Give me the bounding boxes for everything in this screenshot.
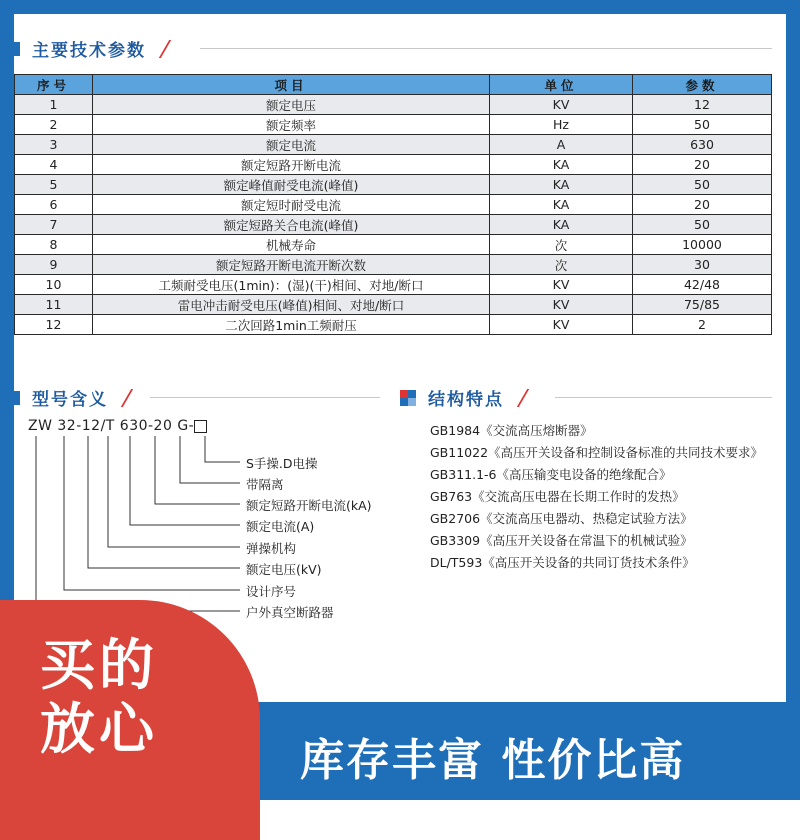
cell-unit: KV	[490, 315, 633, 335]
struct-list	[430, 420, 763, 574]
cell-item: 额定频率	[93, 115, 490, 135]
cell-unit: KA	[490, 215, 633, 235]
header-item: 项目	[93, 75, 490, 95]
cell-unit: KV	[490, 275, 633, 295]
tree-line-7	[64, 436, 240, 590]
cell-index: 12	[15, 315, 93, 335]
list-item: GB3309《高压开关设备在常温下的机械试验》	[430, 533, 693, 548]
badge-line-1: 买的	[40, 633, 159, 697]
struct-section-header	[400, 385, 524, 410]
cell-index: 3	[15, 135, 93, 155]
cell-index: 11	[15, 295, 93, 315]
cell-index: 6	[15, 195, 93, 215]
cell-item: 二次回路1min工频耐压	[93, 315, 490, 335]
cell-unit: 次	[490, 235, 633, 255]
cell-item: 额定短路关合电流(峰值)	[93, 215, 490, 235]
model-label: 额定电流(A)	[246, 519, 315, 534]
tree-line-5	[108, 436, 240, 547]
cell-value: 50	[633, 115, 772, 135]
cell-unit: A	[490, 135, 633, 155]
cell-value: 30	[633, 255, 772, 275]
cell-unit: KA	[490, 175, 633, 195]
cell-value: 10000	[633, 235, 772, 255]
cell-item: 额定电压	[93, 95, 490, 115]
tree-line-1	[205, 436, 240, 462]
cell-value: 12	[633, 95, 772, 115]
cell-item: 额定短路开断电流开断次数	[93, 255, 490, 275]
tree-line-4	[130, 436, 240, 525]
tree-line-6	[88, 436, 240, 568]
model-label: 户外真空断路器	[246, 605, 334, 620]
cell-item: 额定峰值耐受电流(峰值)	[93, 175, 490, 195]
cell-index: 8	[15, 235, 93, 255]
model-label: S手操.D电操	[246, 456, 318, 471]
model-section-title: 型号含义	[32, 390, 108, 410]
cell-value: 20	[633, 195, 772, 215]
model-label: 带隔离	[246, 477, 284, 492]
cell-index: 1	[15, 95, 93, 115]
model-label: 额定短路开断电流(kA)	[246, 498, 372, 513]
cell-value: 50	[633, 175, 772, 195]
header-index: 序号	[15, 75, 93, 95]
cell-index: 2	[15, 115, 93, 135]
model-label: 弹操机构	[246, 541, 297, 556]
cell-unit: 次	[490, 255, 633, 275]
model-label: 设计序号	[246, 584, 297, 599]
cell-value: 630	[633, 135, 772, 155]
list-item: GB1984《交流高压熔断器》	[430, 423, 593, 438]
grid-squares-icon	[400, 390, 416, 406]
params-section-title: 主要技术参数	[32, 41, 146, 61]
cell-item: 额定短路开断电流	[93, 155, 490, 175]
list-item: GB763《交流高压电器在长期工作时的发热》	[430, 489, 685, 504]
cell-value: 20	[633, 155, 772, 175]
cell-item: 工频耐受电压(1min)：(湿)(干)相间、对地/断口	[93, 275, 490, 295]
cell-unit: KA	[490, 155, 633, 175]
tree-line-3	[155, 436, 240, 504]
list-item: GB11022《高压开关设备和控制设备标准的共同技术要求》	[430, 445, 764, 460]
badge-line-2: 放心	[40, 697, 159, 761]
cell-index: 5	[15, 175, 93, 195]
cell-index: 10	[15, 275, 93, 295]
cell-item: 机械寿命	[93, 235, 490, 255]
model-code-text: ZW 32-12/T 630-20 G-	[28, 418, 195, 434]
list-item: DL/T593《高压开关设备的共同订货技术条件》	[430, 555, 695, 570]
cell-unit: KV	[490, 295, 633, 315]
slogan: 库存丰富 性价比高	[300, 735, 686, 786]
header-unit: 单位	[490, 75, 633, 95]
cell-value: 2	[633, 315, 772, 335]
badge-text	[40, 633, 158, 761]
section-divider	[555, 397, 772, 398]
struct-section-title: 结构特点	[428, 390, 504, 410]
tree-line-2	[180, 436, 240, 483]
cell-item: 雷电冲击耐受电压(峰值)相间、对地/断口	[93, 295, 490, 315]
cell-index: 4	[15, 155, 93, 175]
list-item: GB2706《交流高压电器动、热稳定试验方法》	[430, 511, 693, 526]
header-value: 参数	[633, 75, 772, 95]
cell-index: 7	[15, 215, 93, 235]
cell-index: 9	[15, 255, 93, 275]
cell-item: 额定短时耐受电流	[93, 195, 490, 215]
model-label: 额定电压(kV)	[246, 562, 322, 577]
cell-unit: Hz	[490, 115, 633, 135]
cell-item: 额定电流	[93, 135, 490, 155]
cell-unit: KA	[490, 195, 633, 215]
cell-value: 42/48	[633, 275, 772, 295]
cell-value: 50	[633, 215, 772, 235]
cell-unit: KV	[490, 95, 633, 115]
list-item: GB311.1-6《高压输变电设备的绝缘配合》	[430, 467, 672, 482]
cell-value: 75/85	[633, 295, 772, 315]
